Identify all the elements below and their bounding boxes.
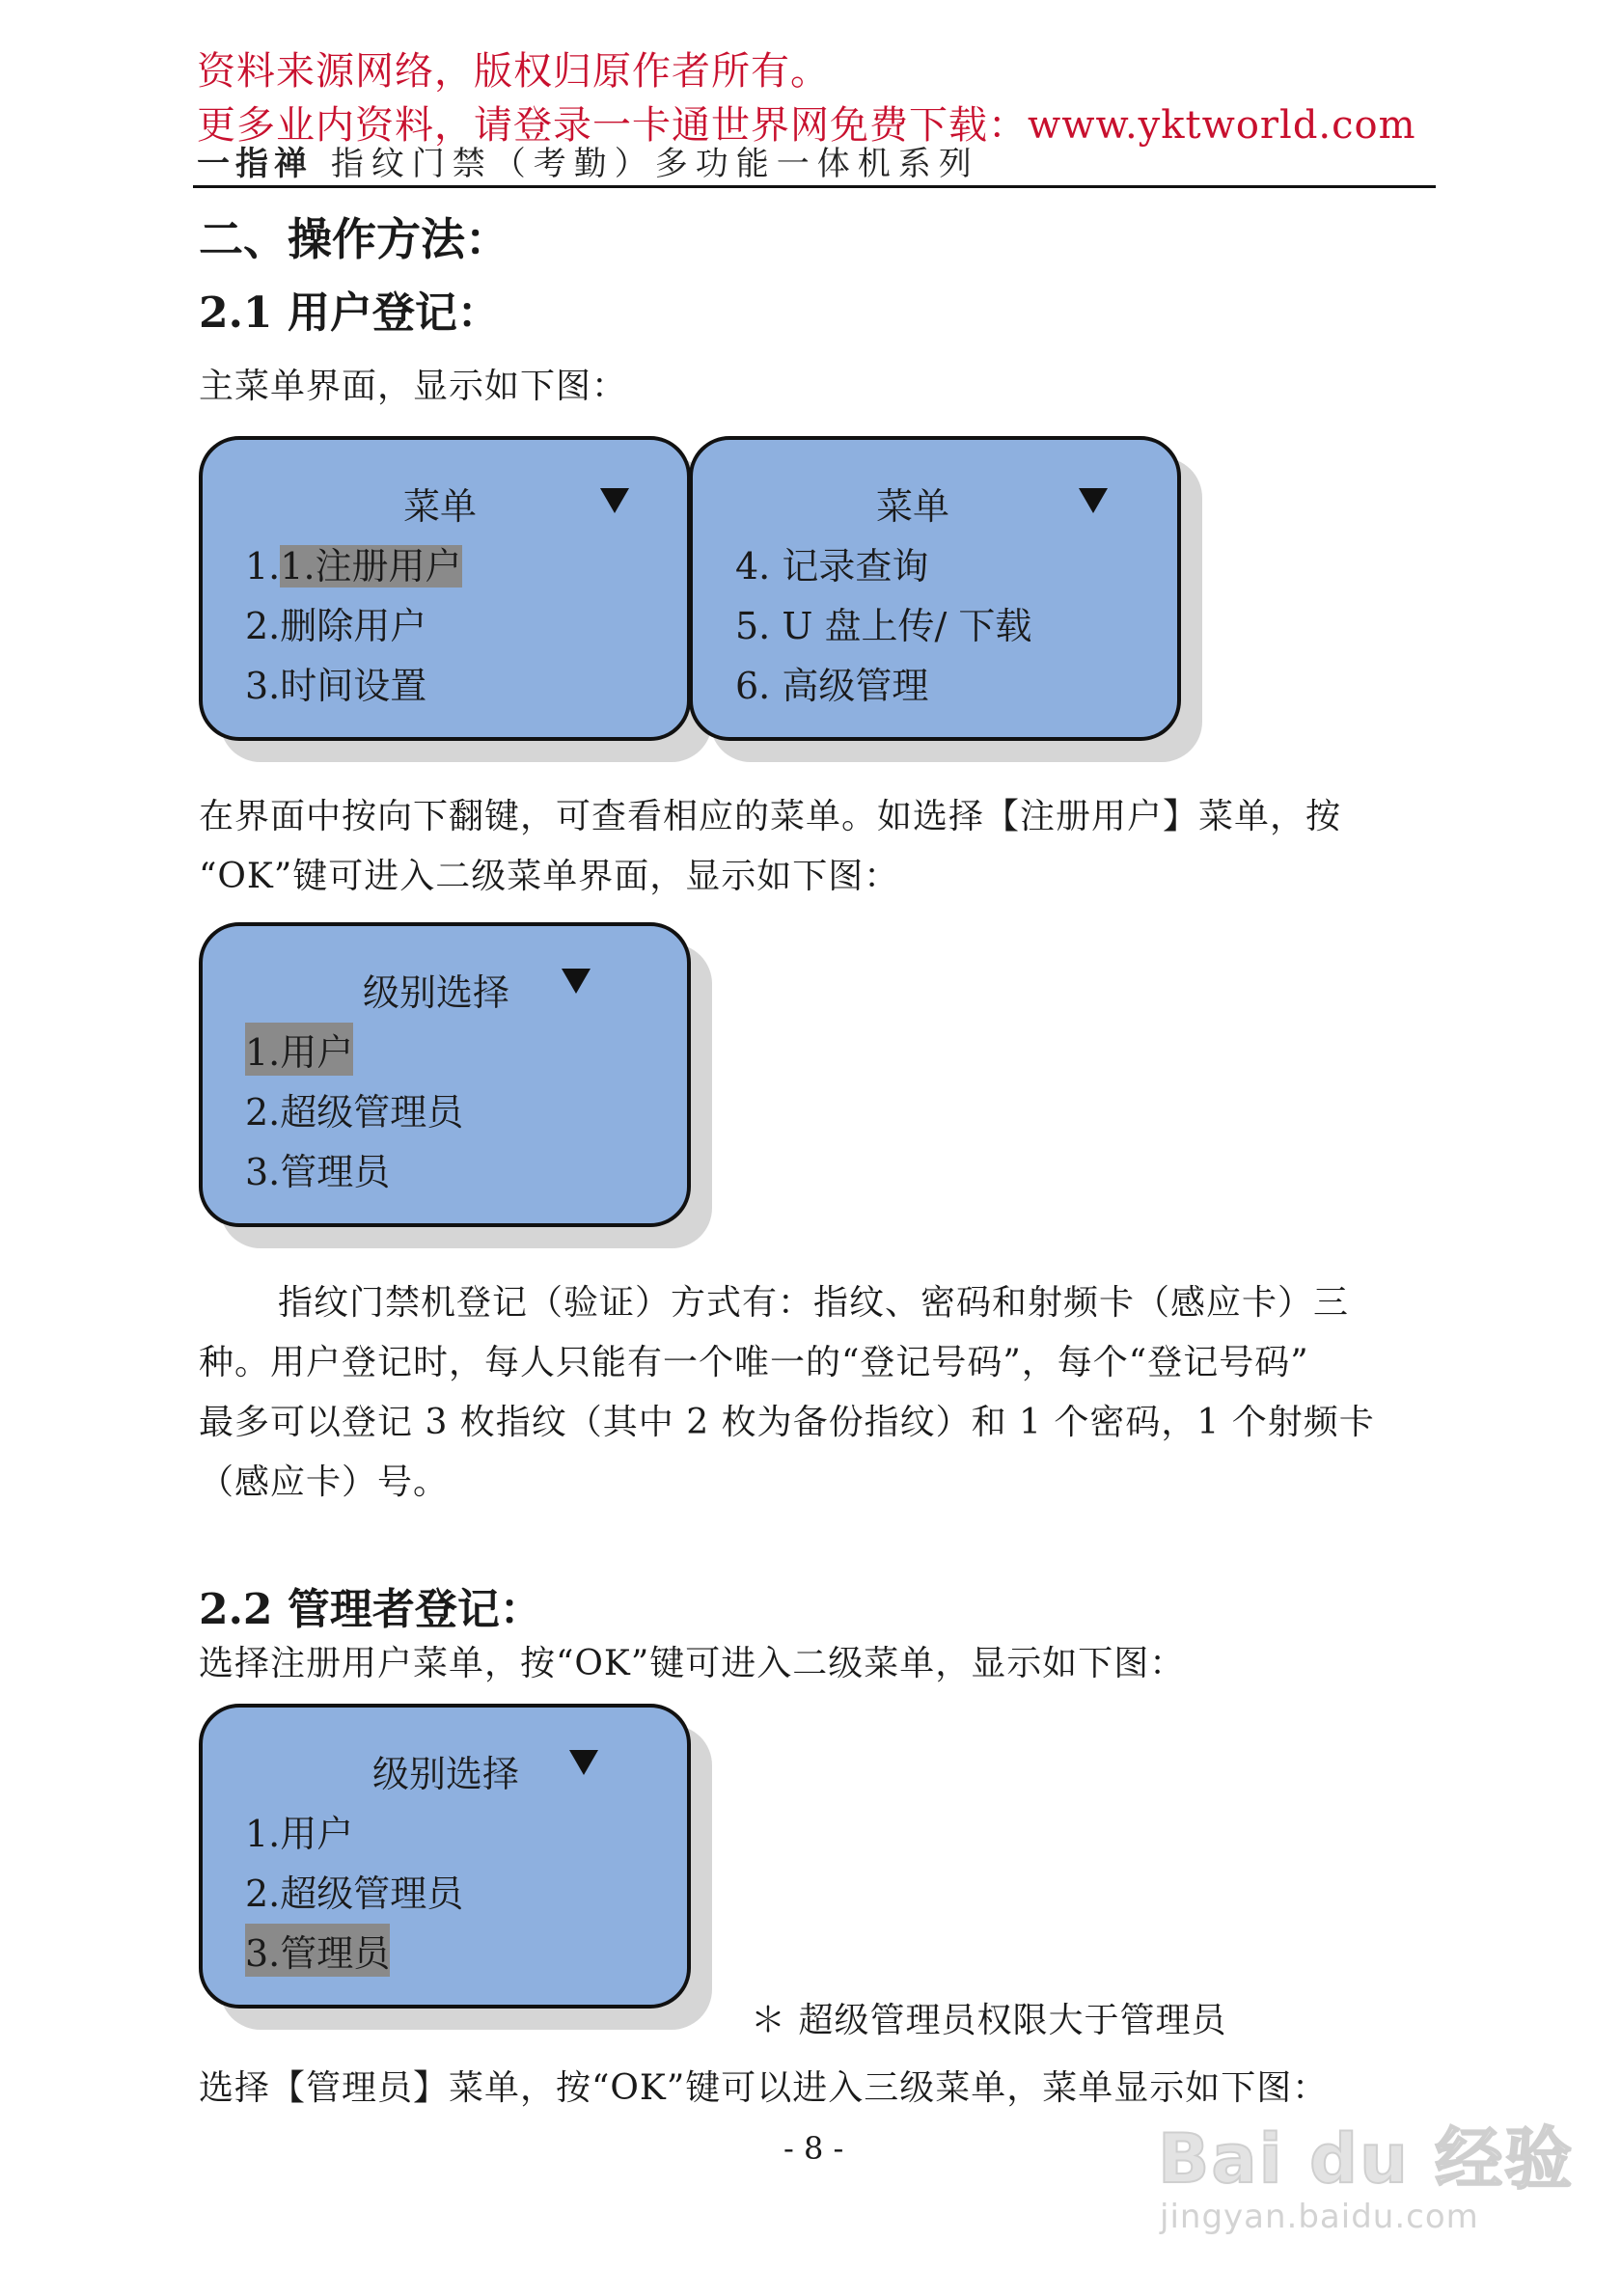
menu-title: 菜单 <box>876 485 950 528</box>
paragraph-verification-line1: 指纹门禁机登记（验证）方式有：指纹、密码和射频卡（感应卡）三 <box>278 1283 1350 1323</box>
menu-item-super-admin[interactable]: 2.超级管理员 <box>245 1872 464 1915</box>
source-notice: 资料来源网络，版权归原作者所有。 <box>197 49 830 94</box>
scroll-down-arrow-icon <box>1079 488 1108 513</box>
section-title: 二、操作方法： <box>199 213 509 265</box>
menu-title: 级别选择 <box>372 1753 520 1795</box>
paragraph-menu-navigation-line2: “OK”键可进入二级菜单界面，显示如下图： <box>199 857 900 896</box>
subsection-title-2-2: 2.2 管理者登记： <box>199 1585 542 1634</box>
running-header <box>197 137 979 184</box>
menu-item-admin[interactable]: 3.管理员 <box>245 1924 390 1977</box>
page-number: - 8 - <box>783 2130 844 2167</box>
menu-item-register-user[interactable]: 1.1.注册用户 <box>245 545 462 588</box>
intro-text-2-2: 选择注册用户菜单，按“OK”键可进入二级菜单，显示如下图： <box>199 1644 1186 1683</box>
baidu-jingyan-url: jingyan.baidu.com <box>1160 2198 1479 2236</box>
main-menu-panel-right <box>689 436 1181 741</box>
scroll-down-arrow-icon <box>562 969 591 994</box>
paragraph-verification-line3: 最多可以登记 3 枚指纹（其中 2 枚为备份指纹）和 1 个密码，1 个射频卡 <box>199 1403 1375 1442</box>
paragraph-menu-navigation-line1: 在界面中按向下翻键，可查看相应的菜单。如选择【注册用户】菜单，按 <box>199 797 1342 836</box>
intro-text-2-1: 主菜单界面，显示如下图： <box>199 367 628 406</box>
closing-paragraph: 选择【管理员】菜单，按“OK”键可以进入三级菜单，菜单显示如下图： <box>199 2068 1329 2108</box>
menu-item-super-admin[interactable]: 2.超级管理员 <box>245 1091 464 1134</box>
scroll-down-arrow-icon <box>600 488 629 513</box>
download-notice: 更多业内资料，请登录一卡通世界网免费下载：www.yktworld.com <box>197 103 1416 148</box>
menu-item-delete-user[interactable]: 2.删除用户 <box>245 605 427 647</box>
paragraph-verification-line2: 种。用户登记时，每人只能有一个唯一的“登记号码”，每个“登记号码” <box>199 1343 1309 1382</box>
menu-title: 级别选择 <box>363 971 510 1014</box>
paragraph-verification-line4: （感应卡）号。 <box>199 1462 450 1502</box>
baidu-jingyan-logo: Bai du 经验 <box>1158 2119 1575 2199</box>
level-select-panel-admin <box>199 1704 691 2009</box>
header-title: 指纹门禁（考勤）多功能一体机系列 <box>330 145 979 183</box>
menu-item-user[interactable]: 1.用户 <box>245 1023 353 1076</box>
menu-item-record-query[interactable]: 4. 记录查询 <box>735 545 929 588</box>
menu-item-advanced-management[interactable]: 6. 高级管理 <box>735 665 929 707</box>
header-rule <box>193 185 1436 188</box>
note-permissions: ＊ 超级管理员权限大于管理员 <box>751 2001 1227 2040</box>
subsection-title-2-1: 2.1 用户登记： <box>199 288 500 338</box>
level-select-panel <box>199 922 691 1227</box>
menu-item-user[interactable]: 1.用户 <box>245 1813 354 1855</box>
main-menu-panel-left <box>199 436 691 741</box>
menu-item-admin[interactable]: 3.管理员 <box>245 1151 391 1193</box>
scroll-down-arrow-icon <box>569 1750 598 1775</box>
menu-item-time-settings[interactable]: 3.时间设置 <box>245 665 427 707</box>
menu-item-usb-upload-download[interactable]: 5. U 盘上传/ 下载 <box>735 605 1032 647</box>
menu-title: 菜单 <box>403 485 478 528</box>
brand-name: 一指禅 <box>197 145 313 183</box>
